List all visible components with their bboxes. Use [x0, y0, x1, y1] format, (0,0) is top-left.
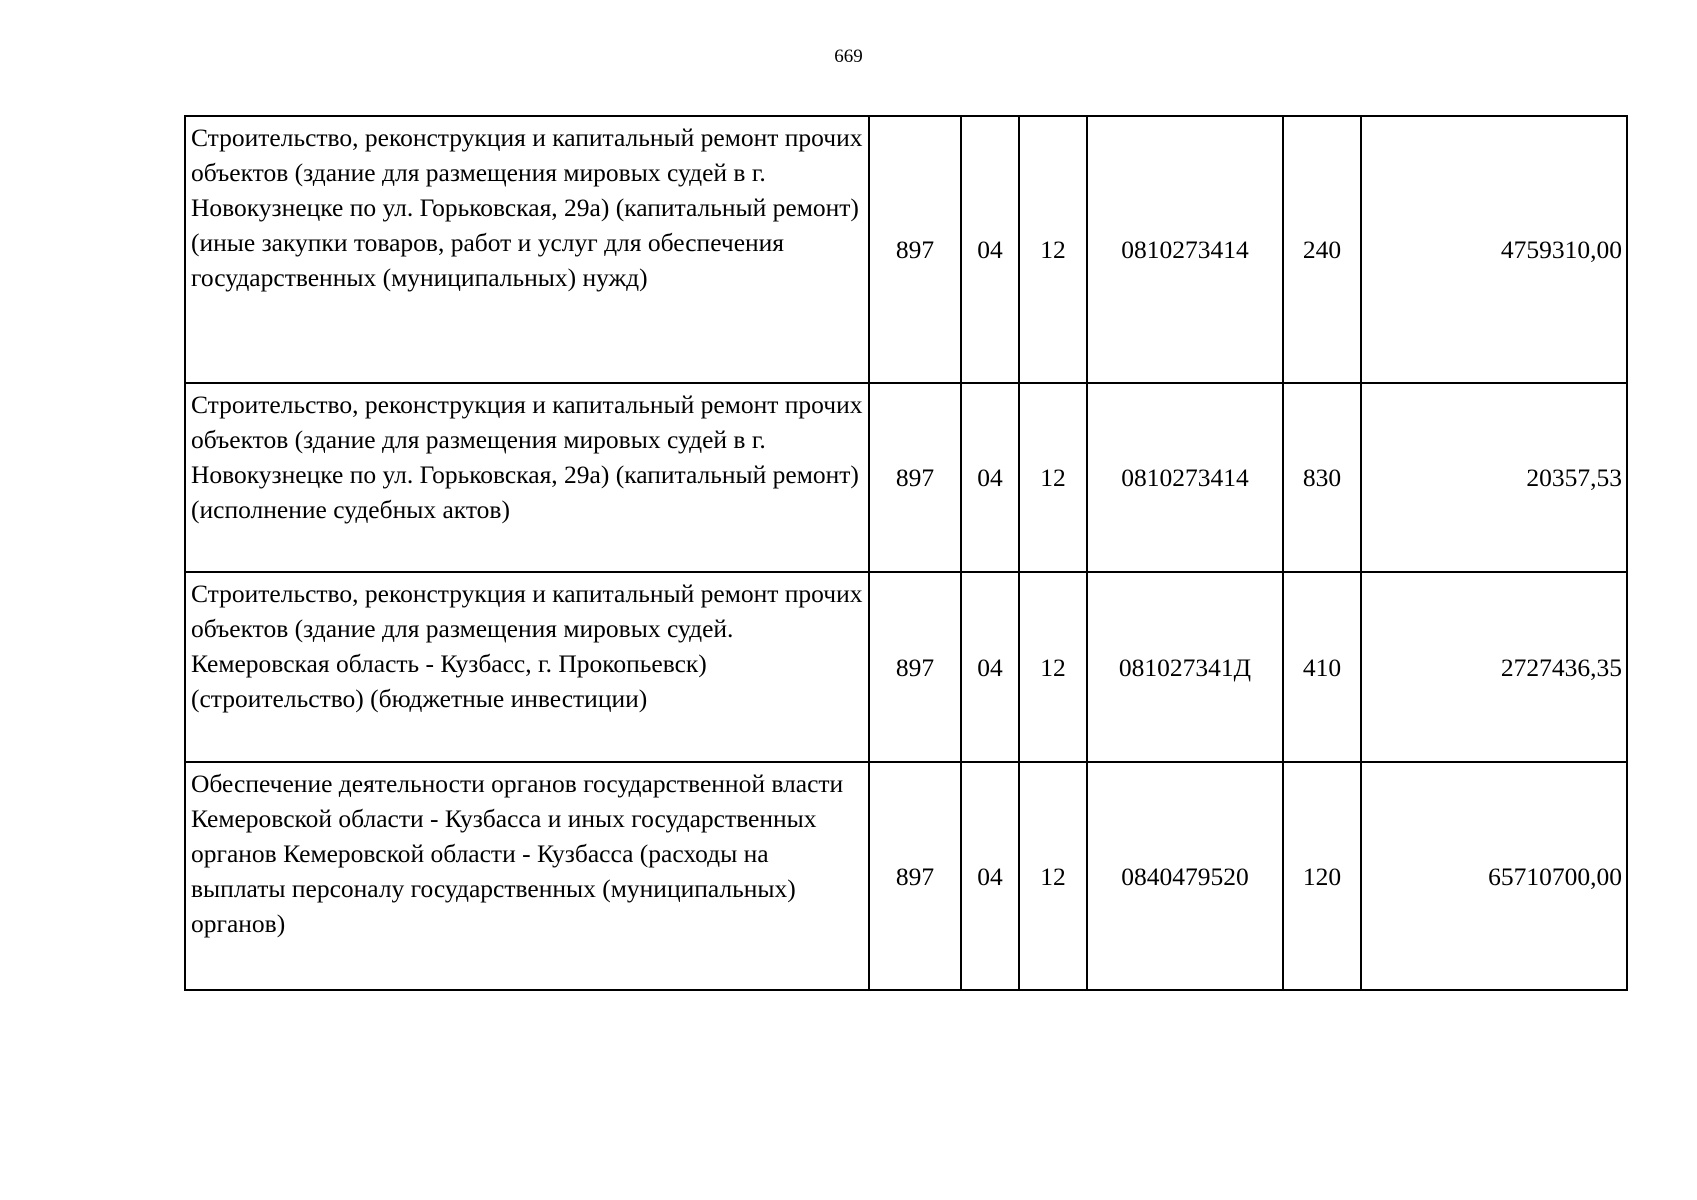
- amount: 2727436,35: [1361, 572, 1627, 762]
- target-item-code: 0810273414: [1087, 116, 1283, 383]
- amount: 20357,53: [1361, 383, 1627, 572]
- table-row: [185, 572, 1627, 762]
- table-row: [185, 762, 1627, 990]
- expense-type-code: 240: [1283, 116, 1361, 383]
- expense-type-code: 120: [1283, 762, 1361, 990]
- table-row: [185, 116, 1627, 383]
- expense-type-code: 830: [1283, 383, 1361, 572]
- expense-description: Строительство, реконструкция и капитальный ремонт прочих объектов (здание для размещения мировых судей в г. Новокузнецке по ул. Горьковская, 29а) (капитальный ремонт) (иные закупки товаров, работ и услуг для обеспечения государственных (муниципальных) нужд): [185, 116, 869, 383]
- target-item-code: 0840479520: [1087, 762, 1283, 990]
- page-number: 669: [834, 46, 863, 67]
- section-code: 04: [961, 572, 1019, 762]
- subsection-code: 12: [1019, 116, 1087, 383]
- expense-type-code: 410: [1283, 572, 1361, 762]
- subsection-code: 12: [1019, 383, 1087, 572]
- expense-description: Строительство, реконструкция и капитальный ремонт прочих объектов (здание для размещения мировых судей в г. Новокузнецке по ул. Горьковская, 29а) (капитальный ремонт) (исполнение судебных актов): [185, 383, 869, 572]
- ministry-code: 897: [869, 572, 961, 762]
- amount: 65710700,00: [1361, 762, 1627, 990]
- subsection-code: 12: [1019, 572, 1087, 762]
- target-item-code: 081027341Д: [1087, 572, 1283, 762]
- section-code: 04: [961, 383, 1019, 572]
- subsection-code: 12: [1019, 762, 1087, 990]
- section-code: 04: [961, 116, 1019, 383]
- budget-table: [184, 115, 1628, 991]
- section-code: 04: [961, 762, 1019, 990]
- table-row: [185, 383, 1627, 572]
- ministry-code: 897: [869, 383, 961, 572]
- target-item-code: 0810273414: [1087, 383, 1283, 572]
- ministry-code: 897: [869, 762, 961, 990]
- expense-description: Обеспечение деятельности органов государственной власти Кемеровской области - Кузбасса и иных государственных органов Кемеровской области - Кузбасса (расходы на выплаты персоналу государственных (муниципальных) органов): [185, 762, 869, 990]
- ministry-code: 897: [869, 116, 961, 383]
- expense-description: Строительство, реконструкция и капитальный ремонт прочих объектов (здание для размещения мировых судей. Кемеровская область - Кузбасс, г. Прокопьевск) (строительство) (бюджетные инвестиции): [185, 572, 869, 762]
- amount: 4759310,00: [1361, 116, 1627, 383]
